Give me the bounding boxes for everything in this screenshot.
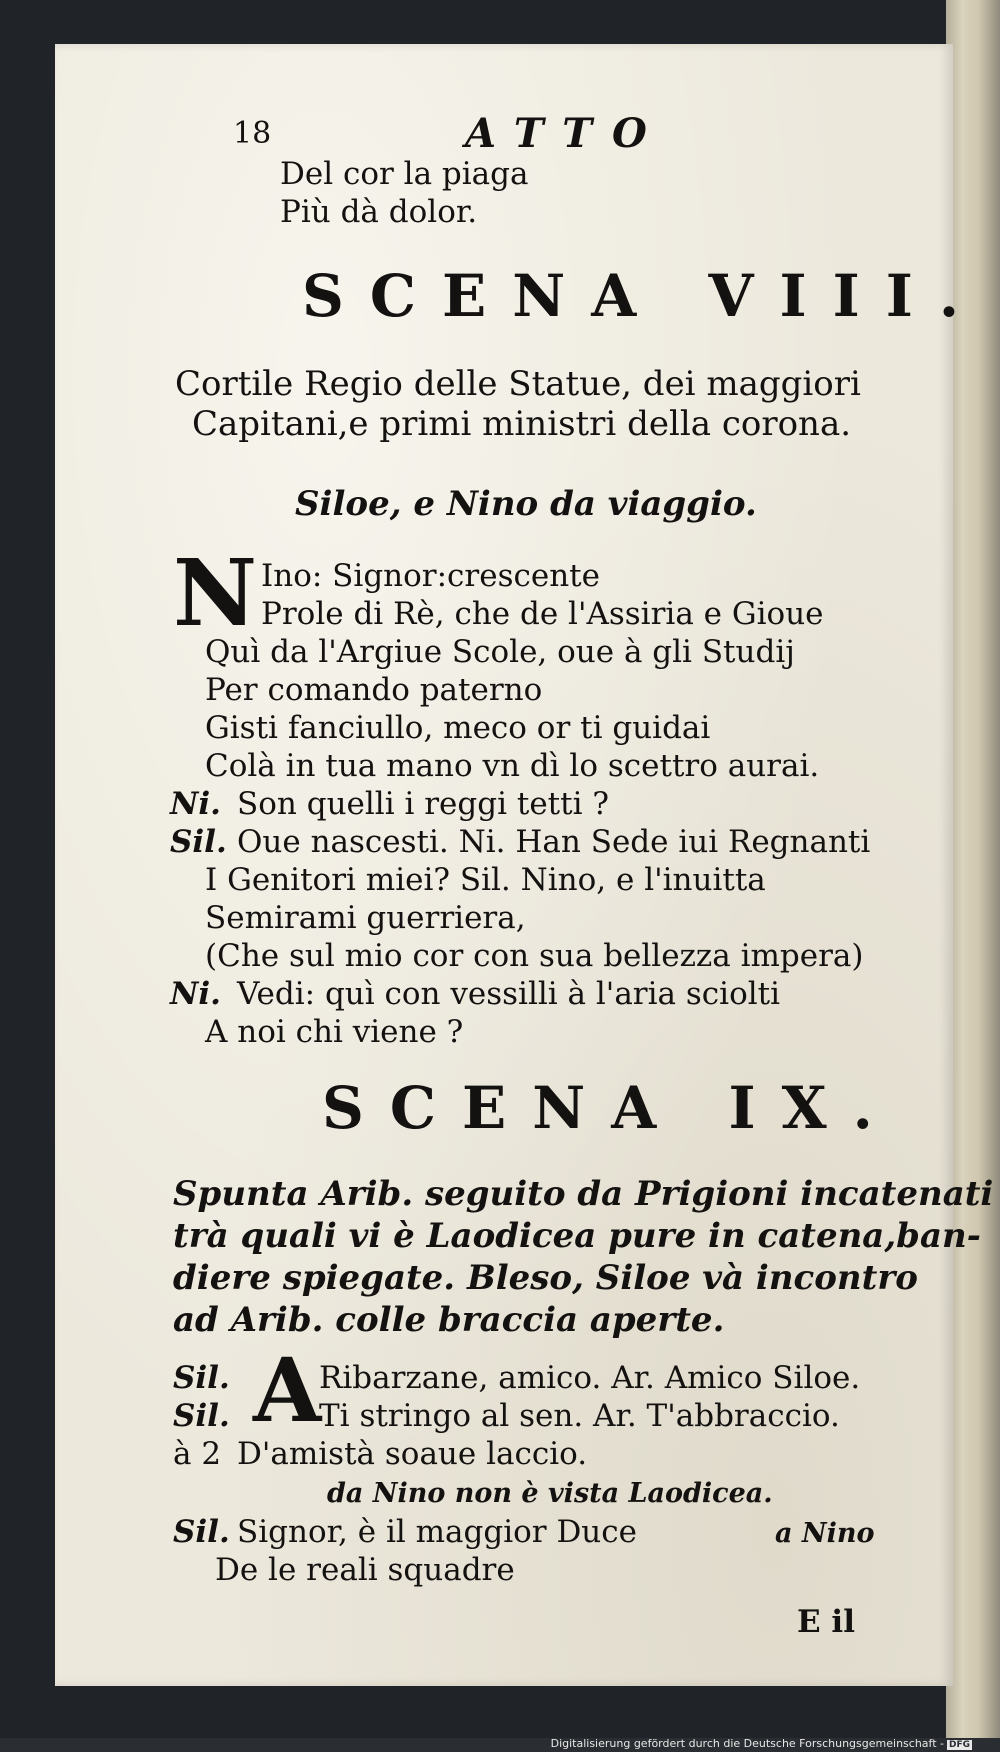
stage-direction: trà quali vi è Laodicea pure in catena,ban-	[173, 1216, 981, 1256]
speaker-label: Sil.	[170, 824, 227, 860]
verse-line: Per comando paterno	[205, 672, 543, 708]
dfg-logo: DFG	[948, 1740, 970, 1750]
speaker-label: Sil.	[173, 1398, 230, 1434]
verse-line: Semirami guerriera,	[205, 900, 526, 936]
speaker-label: Sil.	[173, 1514, 230, 1550]
stage-direction: diere spiegate. Bleso, Siloe và incontro	[173, 1258, 918, 1298]
book-page-edge	[946, 0, 1000, 1740]
drop-cap: N	[173, 539, 258, 647]
speaker-label: Sil.	[173, 1360, 230, 1396]
catchword: E il	[797, 1604, 855, 1640]
verse-line: Oue nascesti. Ni. Han Sede iui Regnanti	[237, 824, 871, 860]
verse-line: Ti stringo al sen. Ar. T'abbraccio.	[319, 1398, 840, 1434]
running-head: ATTO	[465, 110, 667, 157]
stage-direction: ad Arib. colle braccia aperte.	[173, 1300, 725, 1340]
page-number: 18	[233, 116, 272, 151]
stage-direction: Spunta Arib. seguito da Prigioni incatenati	[173, 1174, 994, 1214]
verse-line: Del cor la piaga	[280, 156, 529, 192]
book-page	[55, 44, 994, 1686]
scene-characters: Siloe, e Nino da viaggio.	[295, 484, 757, 524]
verse-line: Vedi: quì con vessilli à l'aria sciolti	[237, 976, 781, 1012]
scene-setting: Cortile Regio delle Statue, dei maggiori	[175, 364, 861, 404]
verse-line: De le reali squadre	[215, 1552, 515, 1588]
drop-cap: A	[253, 1338, 322, 1442]
verse-line: Più dà dolor.	[280, 194, 478, 230]
scene-title: SCENA IX.	[322, 1074, 899, 1142]
verse-line: Ino: Signor:crescente	[261, 558, 600, 594]
stage-note: da Nino non è vista Laodicea.	[327, 1478, 773, 1509]
verse-line: I Genitori miei? Sil. Nino, e l'inuitta	[205, 862, 766, 898]
verse-line: (Che sul mio cor con sua bellezza impera)	[205, 938, 864, 974]
footer-credit	[551, 1737, 972, 1750]
verse-line: Ribarzane, amico. Ar. Amico Siloe.	[319, 1360, 861, 1396]
speaker-label: Ni.	[170, 976, 221, 1012]
verse-line: Signor, è il maggior Duce	[237, 1514, 637, 1550]
speaker-label: à 2	[173, 1436, 222, 1472]
verse-line: Gisti fanciullo, meco or ti guidai	[205, 710, 711, 746]
verse-line: A noi chi viene ?	[205, 1014, 464, 1050]
verse-line: Quì da l'Argiue Scole, oue à gli Studij	[205, 634, 795, 670]
aside-note: a Nino	[775, 1518, 875, 1549]
verse-line: Son quelli i reggi tetti ?	[237, 786, 609, 822]
scene-setting: Capitani,e primi ministri della corona.	[192, 404, 852, 444]
verse-line: Colà in tua mano vn dì lo scettro aurai.	[205, 748, 820, 784]
verse-line: D'amistà soaue laccio.	[237, 1436, 588, 1472]
speaker-label: Ni.	[170, 786, 221, 822]
footer-credit-text: Digitalisierung gefördert durch die Deutsche Forschungsgemeinschaft -	[550, 1737, 944, 1750]
scene-title: SCENA VIII.	[302, 262, 986, 330]
verse-line: Prole di Rè, che de l'Assiria e Gioue	[261, 596, 824, 632]
